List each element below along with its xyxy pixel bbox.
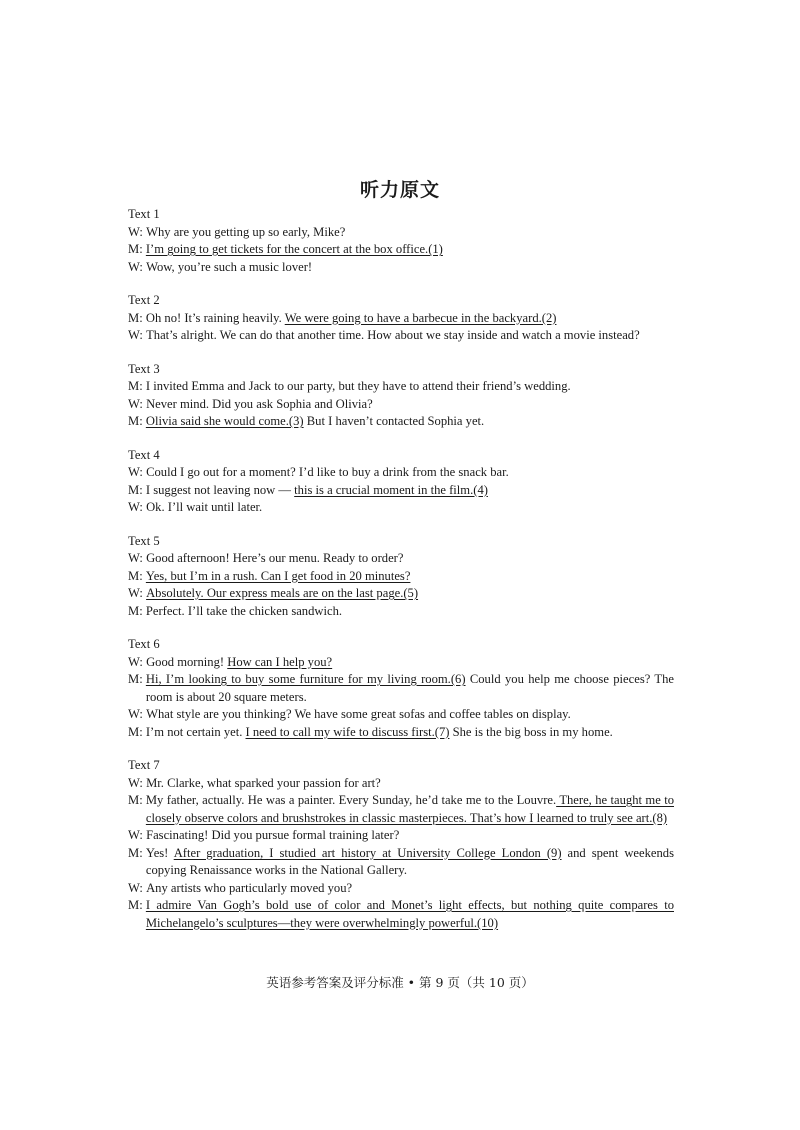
dialogue-line — [128, 706, 674, 724]
utterance-text: Perfect. I’ll take the chicken sandwich. — [145, 603, 343, 618]
answer-underline: Olivia said she would come.(3) — [145, 414, 304, 428]
section-label: Text 1 — [128, 207, 160, 221]
speaker-label: W: — [128, 224, 147, 239]
dialogue-line — [128, 224, 674, 242]
speaker-label: M: — [128, 379, 146, 393]
utterance-text: That’s alright. We can do that another time. How about we stay inside and watch a movie instead? — [146, 328, 640, 342]
answer-underline: I’m going to get tickets for the concert at the box office.(1) — [145, 242, 443, 256]
utterance — [146, 827, 674, 845]
speaker-label: M: — [128, 793, 146, 807]
transcript-section — [128, 636, 674, 741]
utterance-text: Any artists who particularly moved you? — [146, 880, 353, 895]
transcript-section — [128, 361, 674, 431]
dialogue-line — [128, 378, 674, 396]
utterance — [146, 327, 674, 345]
utterance — [146, 671, 674, 706]
utterance — [146, 241, 674, 259]
utterance-text: Ok. I’ll wait until later. — [146, 500, 263, 514]
dialogue-line — [128, 880, 674, 898]
utterance-text: But I haven’t contacted Sophia yet. — [303, 414, 485, 428]
dialogue-line — [128, 671, 674, 706]
utterance-text: I suggest not leaving now — — [145, 482, 295, 497]
speaker-label: W: — [128, 328, 147, 342]
utterance — [146, 310, 674, 328]
dialogue-line — [128, 499, 674, 517]
transcript-section — [128, 206, 674, 276]
utterance — [146, 568, 674, 586]
utterance-text: Mr. Clarke, what sparked your passion for art? — [146, 775, 381, 790]
utterance — [146, 550, 674, 568]
utterance — [146, 603, 674, 621]
dialogue-line — [128, 413, 674, 431]
utterance-text: Why are you getting up so early, Mike? — [146, 224, 346, 239]
speaker-label: M: — [128, 242, 146, 256]
dialogue-line — [128, 241, 674, 259]
answer-underline: I need to call my wife to discuss first.(7) — [245, 724, 450, 739]
dialogue-line — [128, 897, 674, 932]
speaker-label: W: — [128, 259, 147, 274]
dialogue-line — [128, 464, 674, 482]
utterance-text: I’m not certain yet. — [145, 724, 246, 739]
utterance — [146, 706, 674, 724]
utterance — [146, 775, 674, 793]
answer-underline: I admire Van Gogh’s bold use of color and Monet’s light effects, but nothing quite compares to Michelangelo’s sculptures—they were overwhelmingly powerful.(10) — [145, 898, 674, 930]
section-label: Text 6 — [128, 637, 160, 651]
page-footer: 英语参考答案及评分标准 • 第 9 页（共 10 页） — [266, 975, 534, 990]
dialogue-line — [128, 482, 674, 500]
speaker-label: W: — [128, 396, 147, 411]
utterance-text: Good morning! — [146, 654, 228, 669]
dialogue-line — [128, 603, 674, 621]
utterance-text: Could I go out for a moment? I’d like to buy a drink from the snack bar. — [146, 465, 509, 479]
utterance-text: She is the big boss in my home. — [449, 724, 613, 739]
dialogue-line — [128, 310, 674, 328]
transcript-section — [128, 757, 674, 932]
dialogue-line — [128, 845, 674, 880]
page-title: 听力原文 — [359, 179, 440, 201]
speaker-label: W: — [128, 500, 147, 514]
section-label: Text 4 — [128, 447, 160, 462]
utterance-text: What style are you thinking? We have some great sofas and coffee tables on display. — [146, 707, 571, 721]
utterance-text: My father, actually. He was a painter. Every Sunday, he’d take me to the Louvre. — [145, 793, 557, 807]
transcript-body — [128, 206, 674, 948]
utterance — [146, 654, 674, 672]
utterance — [146, 378, 674, 396]
utterance — [146, 413, 674, 431]
utterance-text: Fascinating! Did you pursue formal training later? — [146, 828, 400, 842]
utterance — [146, 897, 674, 932]
utterance — [146, 482, 674, 500]
utterance — [146, 880, 674, 898]
answer-underline: Hi, I’m looking to buy some furniture for my living room.(6) — [145, 672, 466, 686]
utterance-text: and spent weekends copying Renaissance works in the National Gallery. — [145, 845, 674, 877]
speaker-label: M: — [128, 845, 146, 860]
speaker-label: M: — [128, 310, 146, 325]
utterance-text: I invited Emma and Jack to our party, but they have to attend their friend’s wedding. — [145, 379, 571, 393]
dialogue-line — [128, 792, 674, 827]
utterance — [146, 499, 674, 517]
utterance — [146, 585, 674, 603]
speaker-label: M: — [128, 672, 146, 686]
speaker-label: M: — [128, 724, 146, 739]
utterance-text: Could you help me choose pieces? The room is about 20 square meters. — [145, 672, 674, 704]
section-label: Text 2 — [128, 293, 160, 307]
speaker-label: M: — [128, 482, 146, 497]
answer-underline: We were going to have a barbecue in the backyard.(2) — [284, 310, 557, 325]
dialogue-line — [128, 259, 674, 277]
transcript-section — [128, 533, 674, 621]
dialogue-line — [128, 827, 674, 845]
utterance — [146, 845, 674, 880]
utterance — [146, 792, 674, 827]
answer-underline: There, he taught me to closely observe colors and brushstrokes in classic masterpieces. That’s how I learned to truly see art.(8) — [145, 793, 674, 825]
answer-underline: this is a crucial moment in the film.(4) — [294, 482, 488, 497]
answer-underline: How can I help you? — [227, 654, 333, 669]
speaker-label: W: — [128, 707, 147, 721]
dialogue-line — [128, 396, 674, 414]
utterance — [146, 464, 674, 482]
utterance-text: Never mind. Did you ask Sophia and Olivia? — [146, 396, 373, 411]
dialogue-line — [128, 654, 674, 672]
speaker-label: W: — [128, 551, 147, 565]
dialogue-line — [128, 327, 674, 345]
utterance-text: Good afternoon! Here’s our menu. Ready to order? — [146, 551, 404, 565]
utterance — [146, 224, 674, 242]
speaker-label: M: — [128, 568, 146, 583]
section-label: Text 3 — [128, 361, 160, 376]
speaker-label: M: — [128, 603, 146, 618]
dialogue-line — [128, 775, 674, 793]
section-label: Text 5 — [128, 533, 160, 548]
dialogue-line — [128, 568, 674, 586]
speaker-label: M: — [128, 898, 146, 912]
speaker-label: W: — [128, 828, 147, 842]
utterance — [146, 396, 674, 414]
speaker-label: W: — [128, 586, 147, 600]
section-label: Text 7 — [128, 758, 160, 772]
dialogue-line — [128, 724, 674, 742]
answer-underline: Yes, but I’m in a rush. Can I get food in 20 minutes? — [145, 568, 411, 583]
transcript-section — [128, 447, 674, 517]
speaker-label: W: — [128, 654, 147, 669]
dialogue-line — [128, 550, 674, 568]
dialogue-line — [128, 585, 674, 603]
transcript-section — [128, 292, 674, 345]
utterance-text: Oh no! It’s raining heavily. — [145, 310, 285, 325]
utterance-text: Yes! — [145, 845, 174, 860]
utterance-text: Wow, you’re such a music lover! — [146, 259, 313, 274]
speaker-label: W: — [128, 465, 147, 479]
answer-underline: Absolutely. Our express meals are on the last page.(5) — [146, 586, 419, 600]
speaker-label: W: — [128, 880, 147, 895]
utterance — [146, 259, 674, 277]
speaker-label: W: — [128, 775, 147, 790]
speaker-label: M: — [128, 414, 146, 428]
answer-underline: After graduation, I studied art history at University College London (9) — [173, 845, 562, 860]
utterance — [146, 724, 674, 742]
